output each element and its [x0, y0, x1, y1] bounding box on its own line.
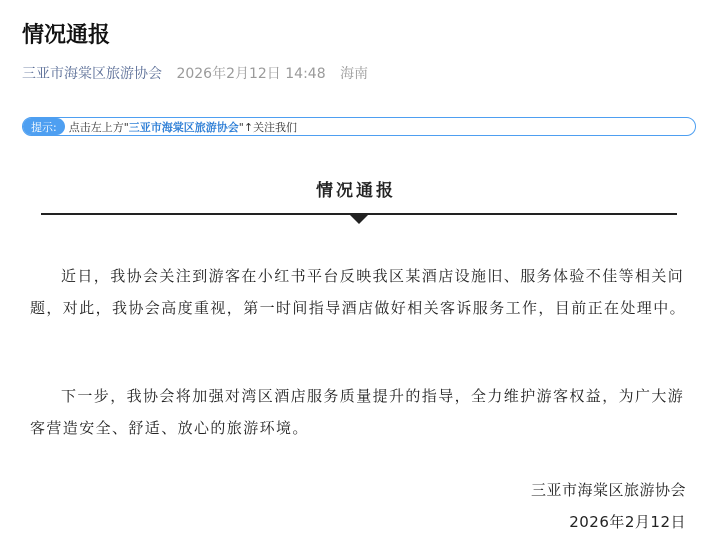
article-title: 情况通报	[22, 23, 111, 48]
publish-location: 海南	[340, 66, 369, 82]
tip-prefix: 点击左上方"	[68, 120, 129, 134]
tip-quote: "	[238, 120, 244, 134]
tip-label: 提示:	[23, 118, 65, 135]
signature-organization: 三亚市海棠区旅游协会	[530, 481, 686, 499]
divider-triangle-icon	[350, 215, 368, 224]
notice-paragraph-2: 下一步，我协会将加强对湾区酒店服务质量提升的指导，全力维护游客权益，为广大游客营造安全、舒适、放心的旅游环境。	[30, 387, 685, 437]
account-name-link[interactable]: 三亚市海棠区旅游协会	[22, 66, 162, 82]
follow-tip-banner	[22, 117, 696, 136]
publish-time: 2026年2月12日 14:48	[176, 66, 326, 82]
signature-date: 2026年2月12日	[569, 513, 686, 531]
notice-heading: 情况通报	[316, 181, 396, 201]
article-meta	[22, 64, 368, 84]
tip-text	[65, 119, 297, 135]
arrow-up-icon: ↑	[243, 120, 254, 134]
notice-paragraph-1: 近日，我协会关注到游客在小红书平台反映我区某酒店设施旧、服务体验不佳等相关问题，对此，我协会高度重视，第一时间指导酒店做好相关客诉服务工作，目前正在处理中。	[30, 267, 687, 317]
tip-follow-text: 关注我们	[253, 120, 298, 134]
signature-block	[531, 474, 686, 538]
tip-account-link[interactable]: 三亚市海棠区旅游协会	[128, 120, 239, 134]
